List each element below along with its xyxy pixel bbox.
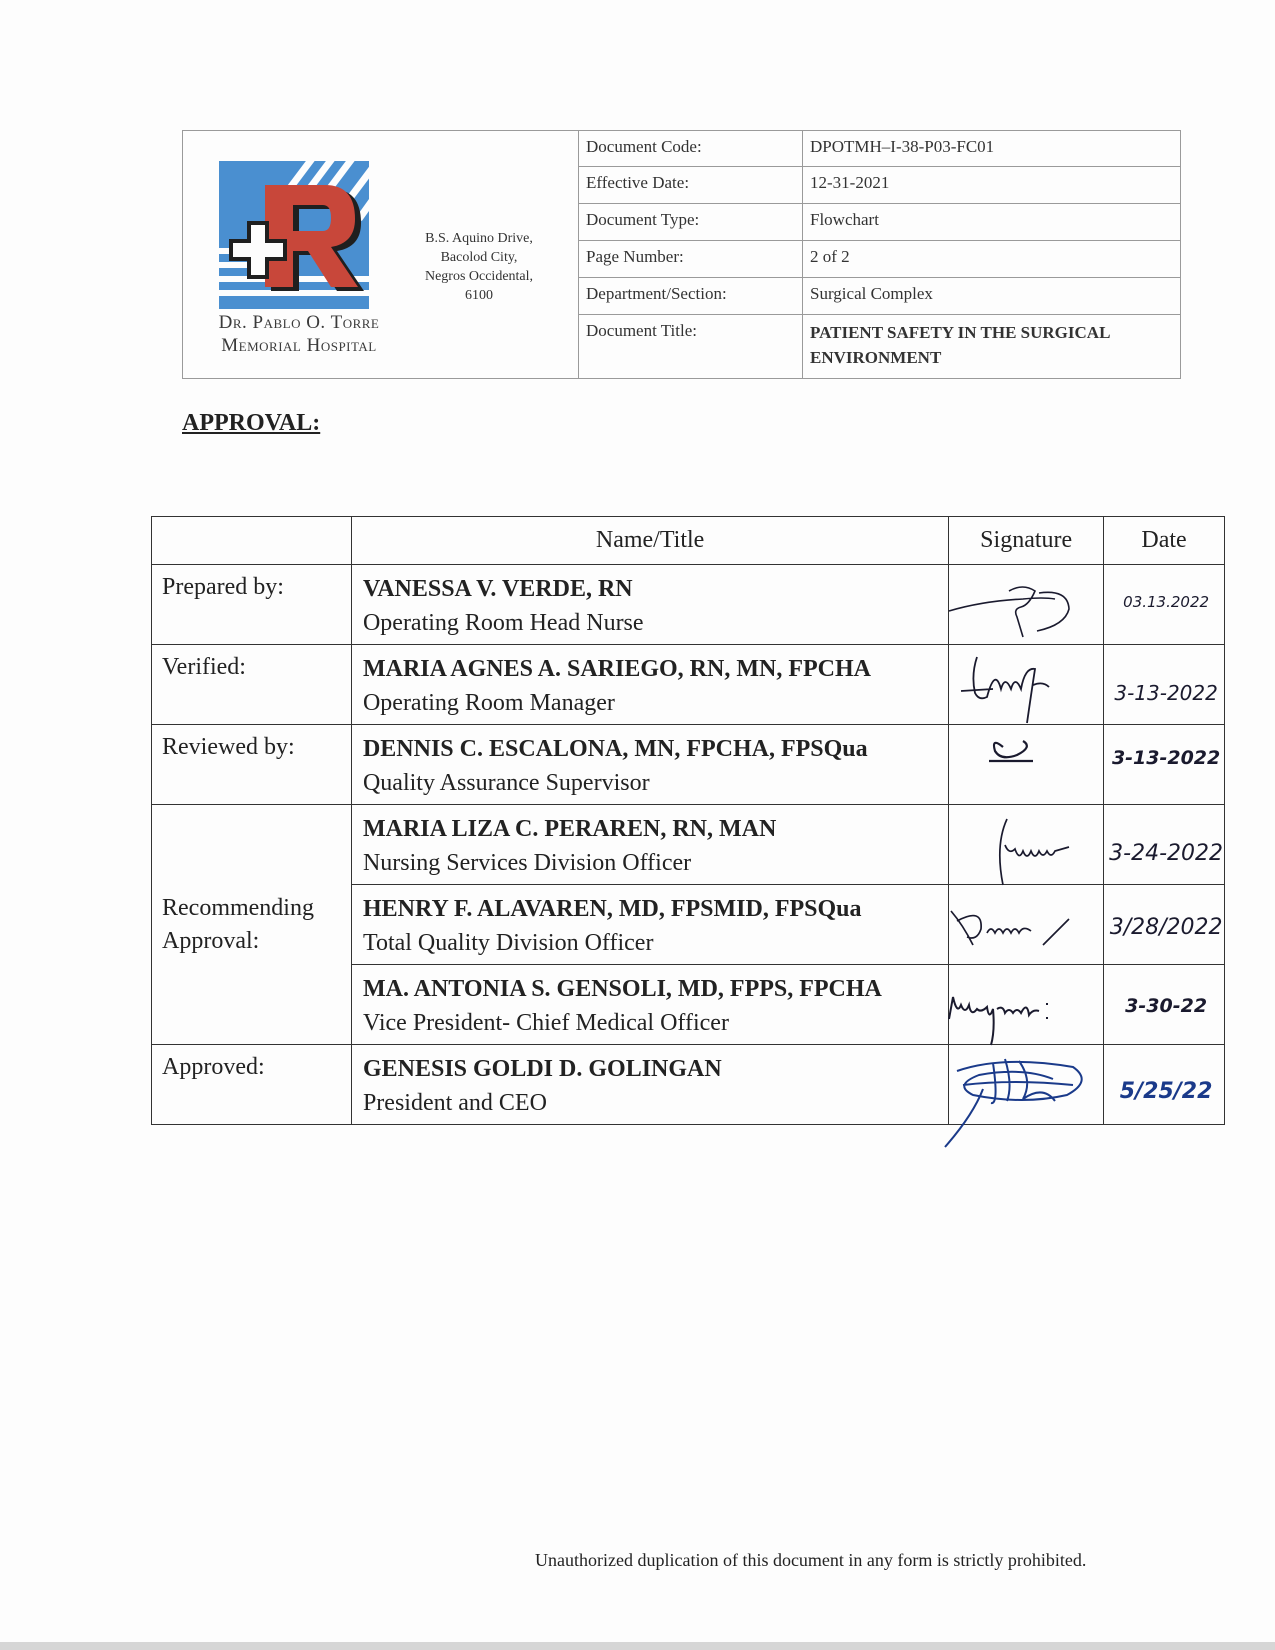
column-header-name: Name/Title (351, 517, 948, 565)
date-cell (1104, 565, 1225, 645)
handwritten-date: 3-24-2022 (1109, 841, 1224, 866)
role-label-recommending (152, 805, 352, 1045)
approval-table (151, 516, 1225, 1125)
role-label: Reviewed by: (152, 725, 352, 805)
name-title-cell (351, 565, 948, 645)
signature-cell (949, 965, 1104, 1045)
meta-row-document-type (579, 204, 1180, 241)
meta-value: Surgical Complex (810, 284, 933, 303)
person-name: DENNIS C. ESCALONA, MN, FPCHA, FPSQua (362, 736, 868, 762)
signature-cell (949, 645, 1104, 725)
handwritten-date: 3-13-2022 (1114, 681, 1218, 705)
date-cell (1104, 965, 1225, 1045)
role-label-line: Approval: (162, 927, 260, 954)
document-title: PATIENT SAFETY IN THE SURGICAL ENVIRONMENT (810, 323, 1110, 367)
approval-row (152, 565, 1225, 645)
document-header (182, 130, 1181, 379)
meta-row-document-code (579, 131, 1180, 167)
meta-row-page-number (579, 241, 1180, 278)
date-cell (1104, 805, 1225, 885)
approval-row (152, 725, 1225, 805)
name-title-cell (351, 885, 948, 965)
date-cell (1104, 885, 1225, 965)
meta-label: Page Number: (579, 241, 803, 277)
column-header-signature: Signature (949, 517, 1104, 565)
role-label: Prepared by: (152, 565, 352, 645)
meta-value: 2 of 2 (810, 247, 850, 266)
approval-row (152, 805, 1225, 885)
name-title-cell (351, 645, 948, 725)
address-line: Bacolod City, (440, 250, 518, 265)
name-title-cell (351, 965, 948, 1045)
hospital-logo (219, 161, 379, 313)
signature-cell (949, 885, 1104, 965)
person-name: MARIA LIZA C. PERAREN, RN, MAN (362, 816, 777, 842)
person-name: HENRY F. ALAVAREN, MD, FPSMID, FPSQua (362, 896, 862, 922)
signature-cell (949, 565, 1104, 645)
meta-row-department (579, 278, 1180, 315)
handwritten-date: 3-30-22 (1125, 995, 1208, 1017)
signature-cell (949, 1045, 1104, 1125)
handwritten-date: 3-13-2022 (1111, 747, 1221, 769)
approval-row (152, 1045, 1225, 1125)
meta-label: Document Code: (579, 131, 803, 166)
signature-image (943, 565, 1113, 645)
signature-cell (949, 805, 1104, 885)
address-line: B.S. Aquino Drive, (425, 231, 533, 246)
person-title: President and CEO (362, 1090, 547, 1116)
hospital-branding (183, 131, 579, 378)
signature-image (943, 885, 1113, 965)
meta-label: Document Title: (579, 315, 803, 378)
person-title: Vice President- Chief Medical Officer (362, 1010, 729, 1036)
meta-row-document-title (579, 315, 1180, 378)
name-title-cell (351, 1045, 948, 1125)
person-title: Nursing Services Division Officer (362, 850, 692, 876)
hospital-address (409, 229, 549, 305)
role-label: Verified: (152, 645, 352, 725)
role-label: Approved: (152, 1045, 352, 1125)
date-cell (1104, 1045, 1225, 1125)
meta-label: Department/Section: (579, 278, 803, 314)
person-title: Operating Room Manager (362, 690, 615, 716)
signature-cell (949, 725, 1104, 805)
scan-edge (0, 1642, 1275, 1650)
handwritten-date: 03.13.2022 (1123, 593, 1210, 611)
hospital-name-line-2: Memorial Hospital (221, 335, 377, 356)
empty-header-cell (152, 517, 352, 565)
signature-image (943, 645, 1113, 725)
signature-image (943, 805, 1113, 885)
footer-note: Unauthorized duplication of this document in any form is strictly prohibited. (535, 1550, 1087, 1570)
meta-value: DPOTMH–I-38-P03-FC01 (810, 137, 995, 156)
meta-label: Document Type: (579, 204, 803, 240)
person-name: MA. ANTONIA S. GENSOLI, MD, FPPS, FPCHA (362, 976, 882, 1002)
person-title: Operating Room Head Nurse (362, 610, 644, 636)
handwritten-date: 5/25/22 (1119, 1079, 1213, 1104)
approval-header-row (152, 517, 1225, 565)
person-title: Total Quality Division Officer (362, 930, 654, 956)
person-name: GENESIS GOLDI D. GOLINGAN (362, 1056, 722, 1082)
name-title-cell (351, 725, 948, 805)
meta-row-effective-date (579, 167, 1180, 204)
column-header-date: Date (1104, 517, 1225, 565)
document-meta-table (579, 131, 1180, 378)
person-name: VANESSA V. VERDE, RN (362, 576, 633, 602)
hospital-name (189, 311, 409, 357)
role-label-line: Recommending (162, 894, 314, 921)
hospital-name-line-1: Dr. Pablo O. Torre (218, 312, 380, 333)
person-name: MARIA AGNES A. SARIEGO, RN, MN, FPCHA (362, 656, 871, 682)
address-line: 6100 (465, 288, 493, 303)
signature-image (943, 1045, 1113, 1155)
signature-image (943, 725, 1113, 805)
approval-row (152, 645, 1225, 725)
date-cell (1104, 725, 1225, 805)
approval-heading: APPROVAL: (182, 410, 321, 436)
handwritten-date: 3/28/2022 (1109, 915, 1223, 940)
date-cell (1104, 645, 1225, 725)
meta-value: Flowchart (810, 210, 879, 229)
meta-label: Effective Date: (579, 167, 803, 203)
meta-value: 12-31-2021 (810, 173, 890, 192)
signature-image (943, 965, 1113, 1045)
address-line: Negros Occidental, (424, 269, 534, 284)
name-title-cell (351, 805, 948, 885)
person-title: Quality Assurance Supervisor (362, 770, 650, 796)
